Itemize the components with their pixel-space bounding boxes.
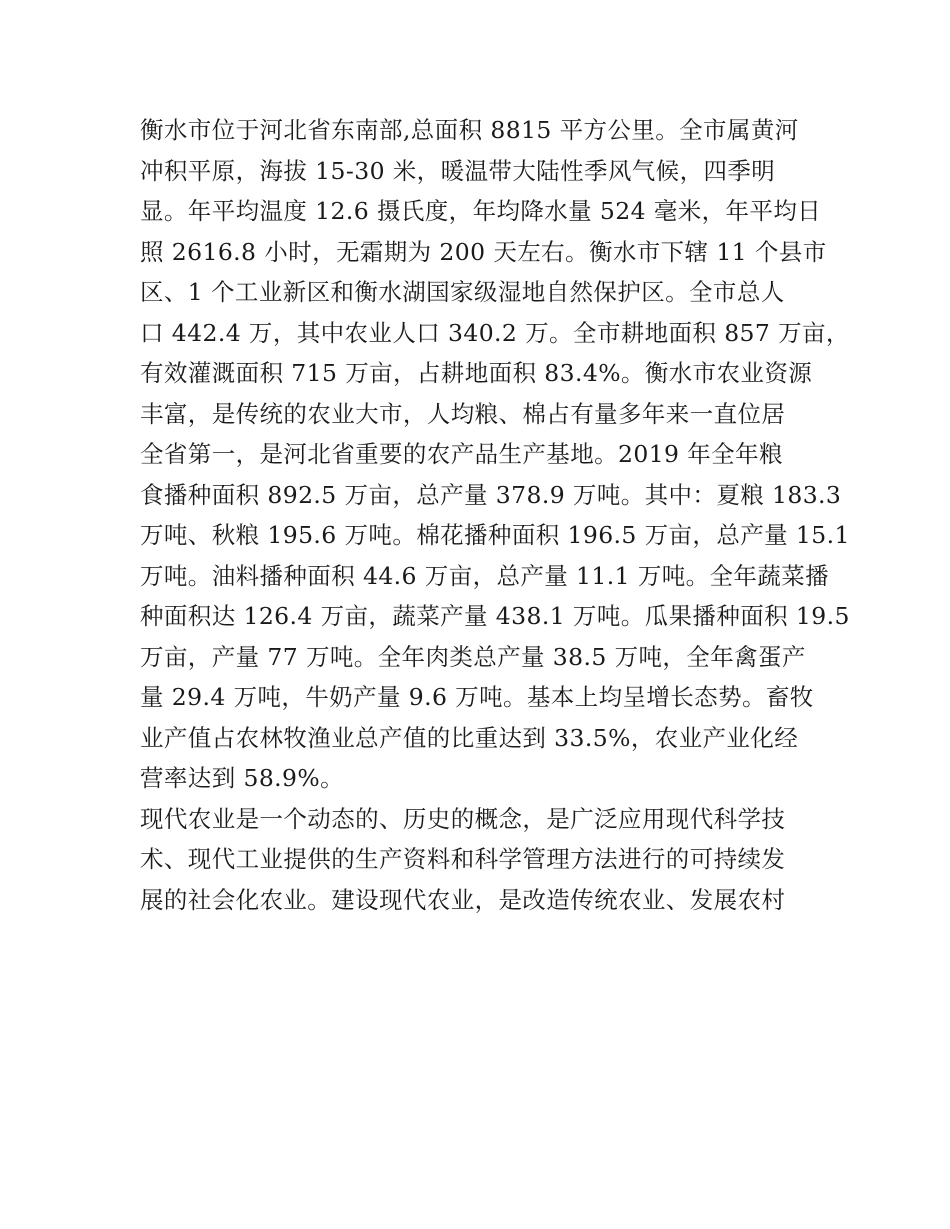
text-line: 种面积达 126.4 万亩，蔬菜产量 438.1 万吨。瓜果播种面积 19.5 [140,602,850,630]
text-line: 展的社会化农业。建设现代农业，是改造传统农业、发展农村 [140,885,786,914]
text-line: 万吨。油料播种面积 44.6 万亩，总产量 11.1 万吨。全年蔬菜播 [140,561,830,590]
text-line: 区、1 个工业新区和衡水湖国家级湿地自然保护区。全市总人 [140,278,785,306]
text-line: 显。年平均温度 12.6 摄氏度，年均降水量 524 毫米，年平均日 [140,197,822,225]
text-line: 业产值占农林牧渔业总产值的比重达到 33.5%，农业产业化经 [140,723,799,752]
text-line: 丰富，是传统的农业大市，人均粮、棉占有量多年来一直位居 [140,399,786,428]
text-line: 现代农业是一个动态的、历史的概念，是广泛应用现代科学技 [140,804,786,833]
text-line: 照 2616.8 小时，无霜期为 200 天左右。衡水市下辖 11 个县市 [140,237,827,266]
document-body [140,110,850,920]
text-line: 食播种面积 892.5 万亩，总产量 378.9 万吨。其中：夏粮 183.3 [140,480,842,509]
text-line: 量 29.4 万吨，牛奶产量 9.6 万吨。基本上均呈增长态势。畜牧 [140,683,814,711]
text-line: 全省第一，是河北省重要的农产品生产基地。2019 年全年粮 [140,440,783,468]
text-line: 营率达到 58.9%。 [140,764,345,792]
text-line: 衡水市位于河北省东南部,总面积 8815 平方公里。全市属黄河 [140,116,799,144]
paragraph-modern-agriculture [140,799,820,921]
text-line: 口 442.4 万，其中农业人口 340.2 万。全市耕地面积 857 万亩， [140,318,850,347]
text-line: 万亩，产量 77 万吨。全年肉类总产量 38.5 万吨，全年禽蛋产 [140,642,806,671]
text-line: 有效灌溉面积 715 万亩，占耕地面积 83.4%。衡水市农业资源 [140,359,813,387]
text-line: 术、现代工业提供的生产资料和科学管理方法进行的可持续发 [140,845,786,873]
text-line: 万吨、秋粮 195.6 万吨。棉花播种面积 196.5 万亩，总产量 15.1 [140,521,850,549]
text-line: 冲积平原，海拔 15-30 米，暖温带大陆性季风气候，四季明 [140,156,776,185]
paragraph-hengshui-overview [140,110,850,799]
